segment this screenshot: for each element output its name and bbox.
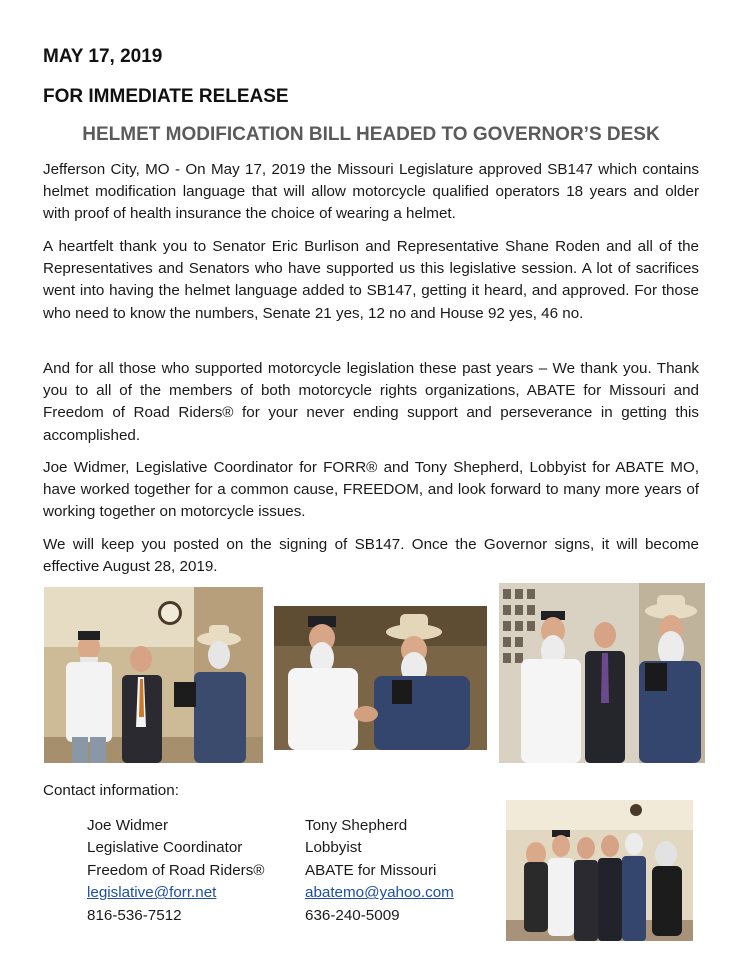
paragraph-next-steps: We will keep you posted on the signing of SB147. Once the Governor signs, it will become effective August 28, 2019.	[43, 536, 699, 576]
contact-joe-widmer	[87, 815, 264, 927]
photo-group-of-seven	[506, 800, 693, 941]
paragraph-announcement: Jefferson City, MO - On May 17, 2019 the Missouri Legislature approved SB147 which contains helmet modification language that will allow motorcycle qualified operators 18 years and older with proof of health insurance the choice of wearing a helmet.	[43, 161, 699, 223]
contact-title: Lobbyist	[305, 839, 362, 857]
contact-email-link[interactable]: abatemo@yahoo.com	[305, 884, 454, 902]
paragraph-thanks-organizations: And for all those who supported motorcycle legislation these past years – We thank you. Thank you to all of the members of both motorcycle rights organizations, ABATE for Missouri and Freedom of Road Riders® for your never ending support and perseverance in getting this accomplished.	[43, 360, 699, 444]
contact-tony-shepherd	[305, 815, 454, 927]
photo-portrait-wall	[499, 583, 705, 763]
release-label: FOR IMMEDIATE RELEASE	[43, 86, 289, 107]
release-date: MAY 17, 2019	[43, 46, 163, 67]
photo-hallway-group	[44, 587, 263, 763]
contact-phone: 636-240-5009	[305, 906, 400, 924]
paragraph-coordinators: Joe Widmer, Legislative Coordinator for FORR® and Tony Shepherd, Lobbyist for ABATE MO, have worked together for a common cause, FREEDOM, and look forward to many more years of working together on motorcycle issues.	[43, 459, 699, 521]
paragraph-thanks-legislators: A heartfelt thank you to Senator Eric Burlison and Representative Shane Roden and all of the Representatives and Senators who have supported us this legislative session. A lot of sacrifices went into having the helmet language added to SB147, getting it heard, and approved. For those who need to know the numbers, Senate 21 yes, 12 no and House 92 yes, 46 no.	[43, 238, 699, 322]
contact-email-link[interactable]: legislative@forr.net	[87, 884, 217, 902]
photo-handshake	[274, 606, 487, 750]
contact-title: Legislative Coordinator	[87, 839, 243, 857]
contact-heading: Contact information:	[43, 782, 179, 799]
contact-name: Tony Shepherd	[305, 817, 408, 834]
contact-org: Freedom of Road Riders®	[87, 861, 265, 879]
contact-org: ABATE for Missouri	[305, 861, 437, 879]
contact-phone: 816-536-7512	[87, 906, 182, 924]
contact-name: Joe Widmer	[87, 817, 169, 834]
headline: HELMET MODIFICATION BILL HEADED TO GOVERNOR’S DESK	[82, 124, 660, 145]
